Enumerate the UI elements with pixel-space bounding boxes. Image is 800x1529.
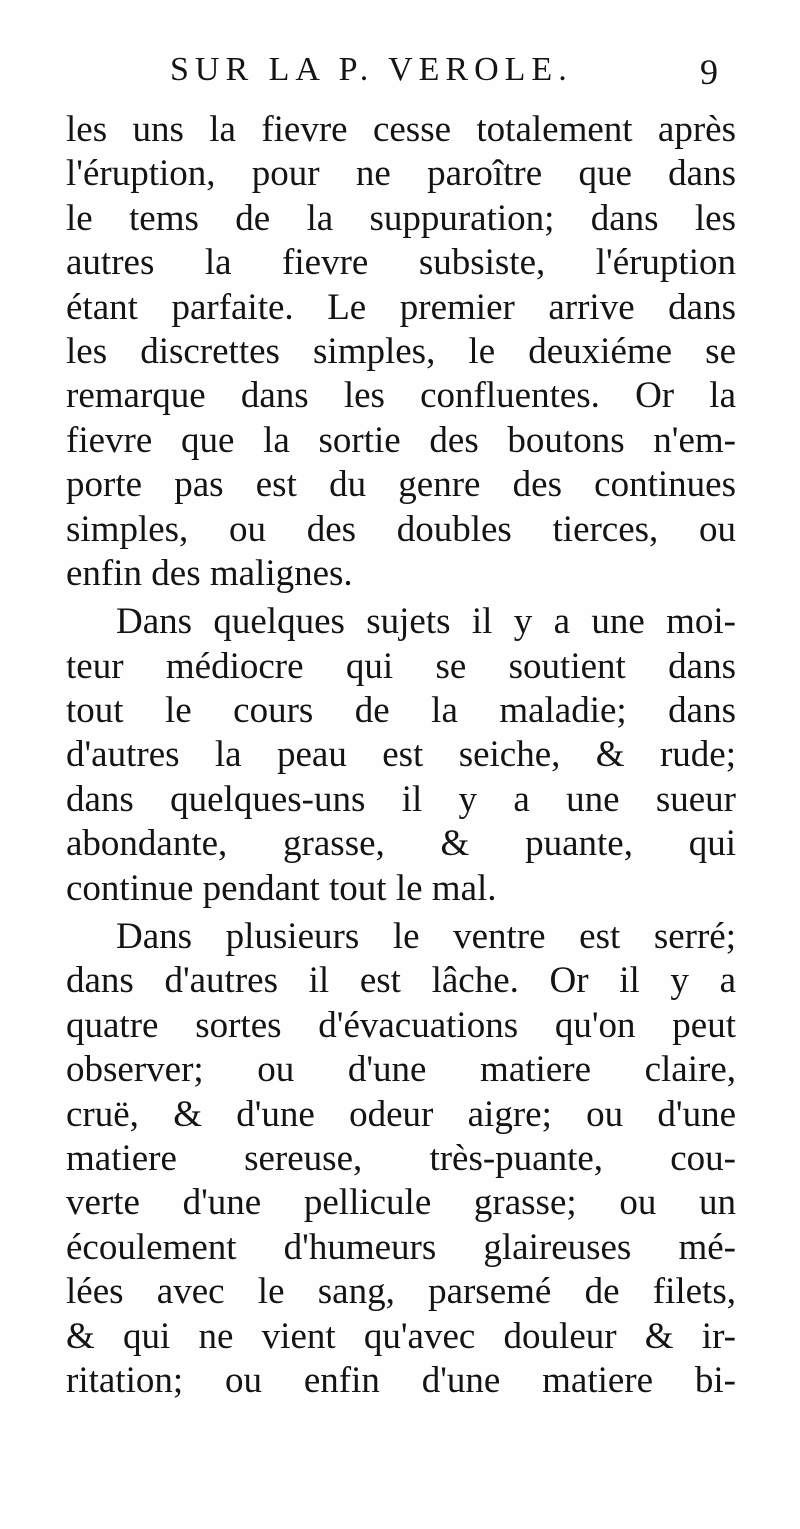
text-line: Dans quelques sujets il y a une moi-: [116, 601, 736, 643]
paragraph-2: [66, 600, 736, 911]
text-line: observer; ou d'une matiere claire,: [66, 1049, 736, 1091]
page-number: 9: [700, 52, 718, 92]
paragraph-3: [66, 915, 736, 1403]
text-line: les discrettes simples, le deuxiéme se: [66, 330, 736, 372]
body-text: [66, 108, 736, 1403]
text-line: enfin des malignes.: [66, 552, 353, 594]
text-line: le tems de la suppuration; dans les: [66, 197, 736, 239]
running-head: SUR LA P. VEROLE.: [170, 51, 573, 88]
text-line: l'éruption, pour ne paroître que dans: [66, 153, 736, 195]
text-line: simples, ou des doubles tierces, ou: [66, 508, 736, 550]
text-line: tout le cours de la maladie; dans: [66, 690, 736, 732]
text-line: verte d'une pellicule grasse; ou un: [66, 1182, 736, 1224]
text-line: dans d'autres il est lâche. Or il y a: [66, 960, 736, 1002]
text-line: remarque dans les confluentes. Or la: [66, 375, 736, 417]
text-line: porte pas est du genre des continues: [66, 464, 736, 506]
paragraph-1: [66, 108, 736, 596]
text-line: matiere sereuse, très-puante, cou-: [66, 1137, 736, 1179]
text-line: teur médiocre qui se soutient dans: [66, 645, 736, 687]
text-line: continue pendant tout le mal.: [66, 867, 497, 909]
text-line: abondante, grasse, & puante, qui: [66, 823, 736, 865]
text-line: d'autres la peau est seiche, & rude;: [66, 734, 736, 776]
text-line: autres la fievre subsiste, l'éruption: [66, 242, 736, 284]
text-line: fievre que la sortie des boutons n'em-: [66, 419, 736, 461]
text-line: dans quelques-uns il y a une sueur: [66, 778, 736, 820]
text-line: Dans plusieurs le ventre est serré;: [116, 916, 736, 958]
text-line: lées avec le sang, parsemé de filets,: [66, 1271, 736, 1313]
text-line: étant parfaite. Le premier arrive dans: [66, 286, 736, 328]
text-line: quatre sortes d'évacuations qu'on peut: [66, 1004, 736, 1046]
text-line: écoulement d'humeurs glaireuses mé-: [66, 1226, 736, 1268]
text-line: cruë, & d'une odeur aigre; ou d'une: [66, 1093, 736, 1135]
text-line: & qui ne vient qu'avec douleur & ir-: [66, 1315, 736, 1357]
text-line: ritation; ou enfin d'une matiere bi-: [66, 1359, 736, 1401]
text-line: les uns la fievre cesse totalement après: [66, 109, 736, 150]
